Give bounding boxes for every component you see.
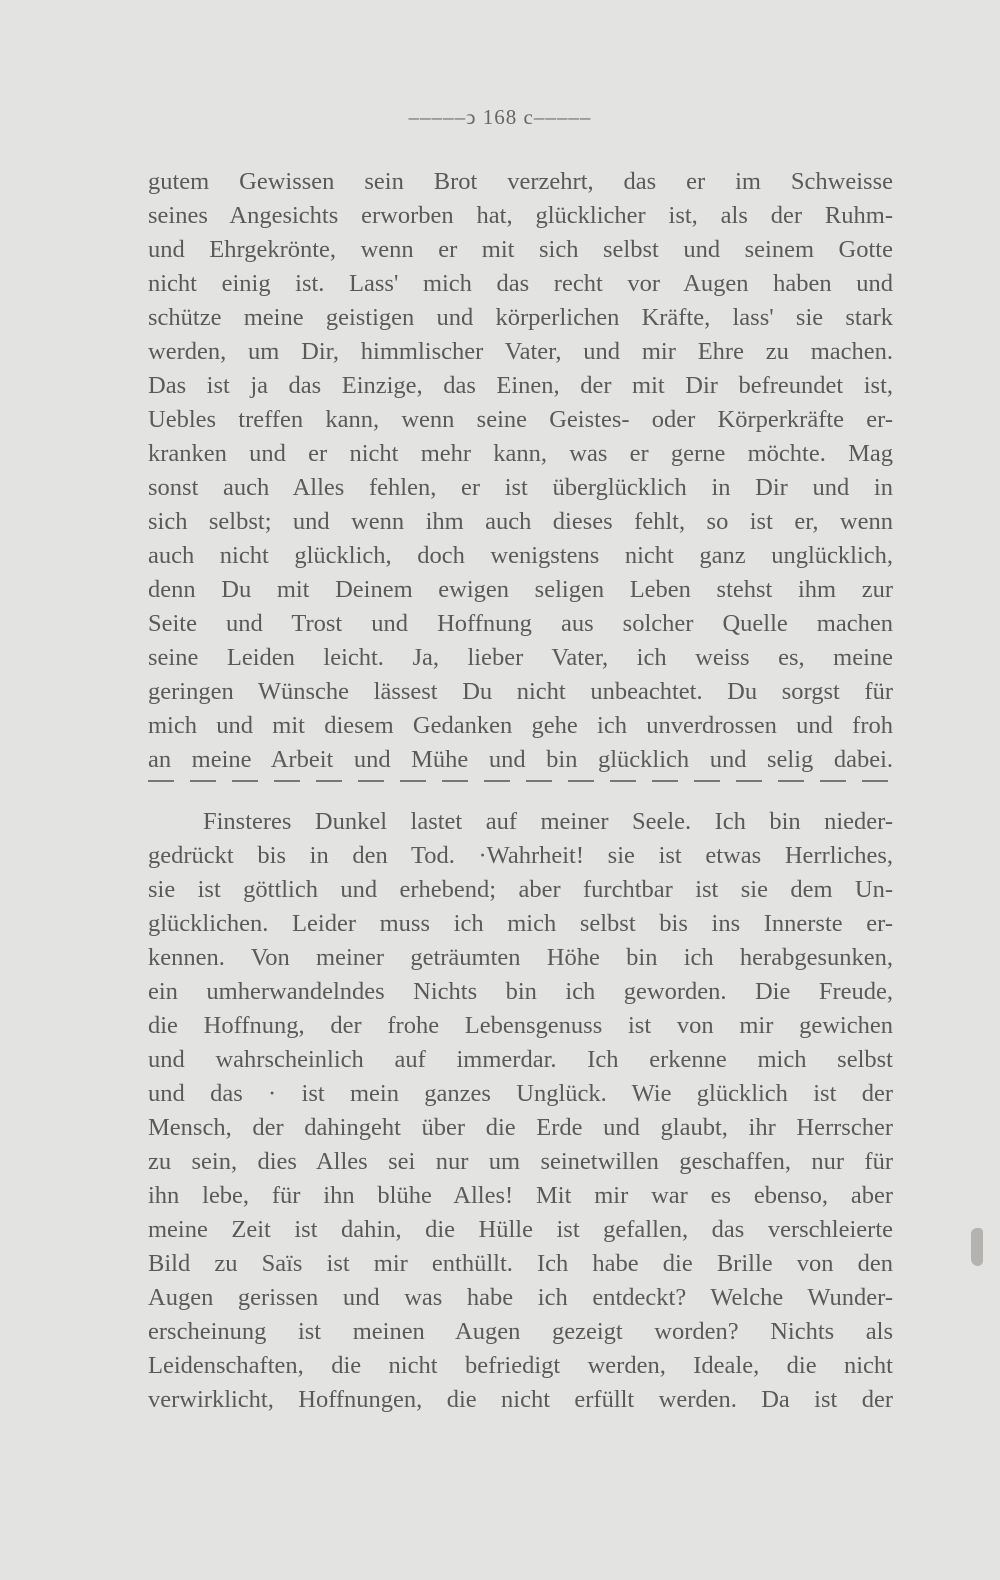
text-line: kennen. Von meiner geträumten Höhe bin ich herabgesunken, (148, 944, 893, 971)
text-line: die Hoffnung, der frohe Lebensgenuss ist von mir gewichen (148, 1012, 893, 1039)
text-line: und Ehrgekrönte, wenn er mit sich selbst und seinem Gotte (148, 236, 893, 263)
text-line: gedrückt bis in den Tod. ·Wahrheit! sie ist etwas Herrliches, (148, 842, 893, 869)
text-line: Mensch, der dahingeht über die Erde und glaubt, ihr Herrscher (148, 1114, 893, 1141)
text-line: auch nicht glücklich, doch wenigstens nicht ganz unglücklich, (148, 542, 893, 569)
text-line: mich und mit diesem Gedanken gehe ich unverdrossen und froh (148, 712, 893, 739)
page-number: –––––ↄ 168 c––––– (408, 105, 592, 129)
text-line: glücklichen. Leider muss ich mich selbst bis ins Innerste er- (148, 910, 893, 937)
text-line: geringen Wünsche lässest Du nicht unbeachtet. Du sorgst für (148, 678, 893, 705)
text-line: und wahrscheinlich auf immerdar. Ich erkenne mich selbst (148, 1046, 893, 1073)
paragraph-2 (148, 805, 893, 1417)
text-line: Bild zu Saïs ist mir enthüllt. Ich habe die Brille von den (148, 1250, 893, 1277)
text-line: seines Angesichts erworben hat, glücklicher ist, als der Ruhm- (148, 202, 893, 229)
text-line: ihn lebe, für ihn blühe Alles! Mit mir war es ebenso, aber (148, 1182, 893, 1209)
text-line: an meine Arbeit und Mühe und bin glücklich und selig dabei. (148, 746, 893, 773)
page-edge-mark (971, 1228, 983, 1266)
text-line: kranken und er nicht mehr kann, was er gerne möchte. Mag (148, 440, 893, 467)
text-line: seine Leiden leicht. Ja, lieber Vater, ich weiss es, meine (148, 644, 893, 671)
text-line: zu sein, dies Alles sei nur um seinetwillen geschaffen, nur für (148, 1148, 893, 1175)
text-line: Das ist ja das Einzige, das Einen, der mit Dir befreundet ist, (148, 372, 893, 399)
paragraph-1 (148, 165, 893, 777)
text-line: Seite und Trost und Hoffnung aus solcher Quelle machen (148, 610, 893, 637)
section-divider (148, 780, 893, 782)
text-line: sie ist göttlich und erhebend; aber furchtbar ist sie dem Un- (148, 876, 893, 903)
text-line: Finsteres Dunkel lastet auf meiner Seele. Ich bin nieder- (203, 808, 893, 835)
text-line: schütze meine geistigen und körperlichen Kräfte, lass' sie stark (148, 304, 893, 331)
text-line: ein umherwandelndes Nichts bin ich geworden. Die Freude, (148, 978, 893, 1005)
text-line: erscheinung ist meinen Augen gezeigt worden? Nichts als (148, 1318, 893, 1345)
text-line: Uebles treffen kann, wenn seine Geistes- oder Körperkräfte er- (148, 406, 893, 433)
text-line: sich selbst; und wenn ihm auch dieses fehlt, so ist er, wenn (148, 508, 893, 535)
text-line: gutem Gewissen sein Brot verzehrt, das er im Schweisse (148, 168, 893, 195)
text-line: sonst auch Alles fehlen, er ist überglücklich in Dir und in (148, 474, 893, 501)
text-line: meine Zeit ist dahin, die Hülle ist gefallen, das verschleierte (148, 1216, 893, 1243)
text-line: und das · ist mein ganzes Unglück. Wie glücklich ist der (148, 1080, 893, 1107)
text-line: Leidenschaften, die nicht befriedigt werden, Ideale, die nicht (148, 1352, 893, 1379)
text-line: denn Du mit Deinem ewigen seligen Leben stehst ihm zur (148, 576, 893, 603)
text-line: Augen gerissen und was habe ich entdeckt? Welche Wunder- (148, 1284, 893, 1311)
text-line: nicht einig ist. Lass' mich das recht vor Augen haben und (148, 270, 893, 297)
text-line: werden, um Dir, himmlischer Vater, und mir Ehre zu machen. (148, 338, 893, 365)
text-line: verwirklicht, Hoffnungen, die nicht erfüllt werden. Da ist der (148, 1386, 893, 1413)
